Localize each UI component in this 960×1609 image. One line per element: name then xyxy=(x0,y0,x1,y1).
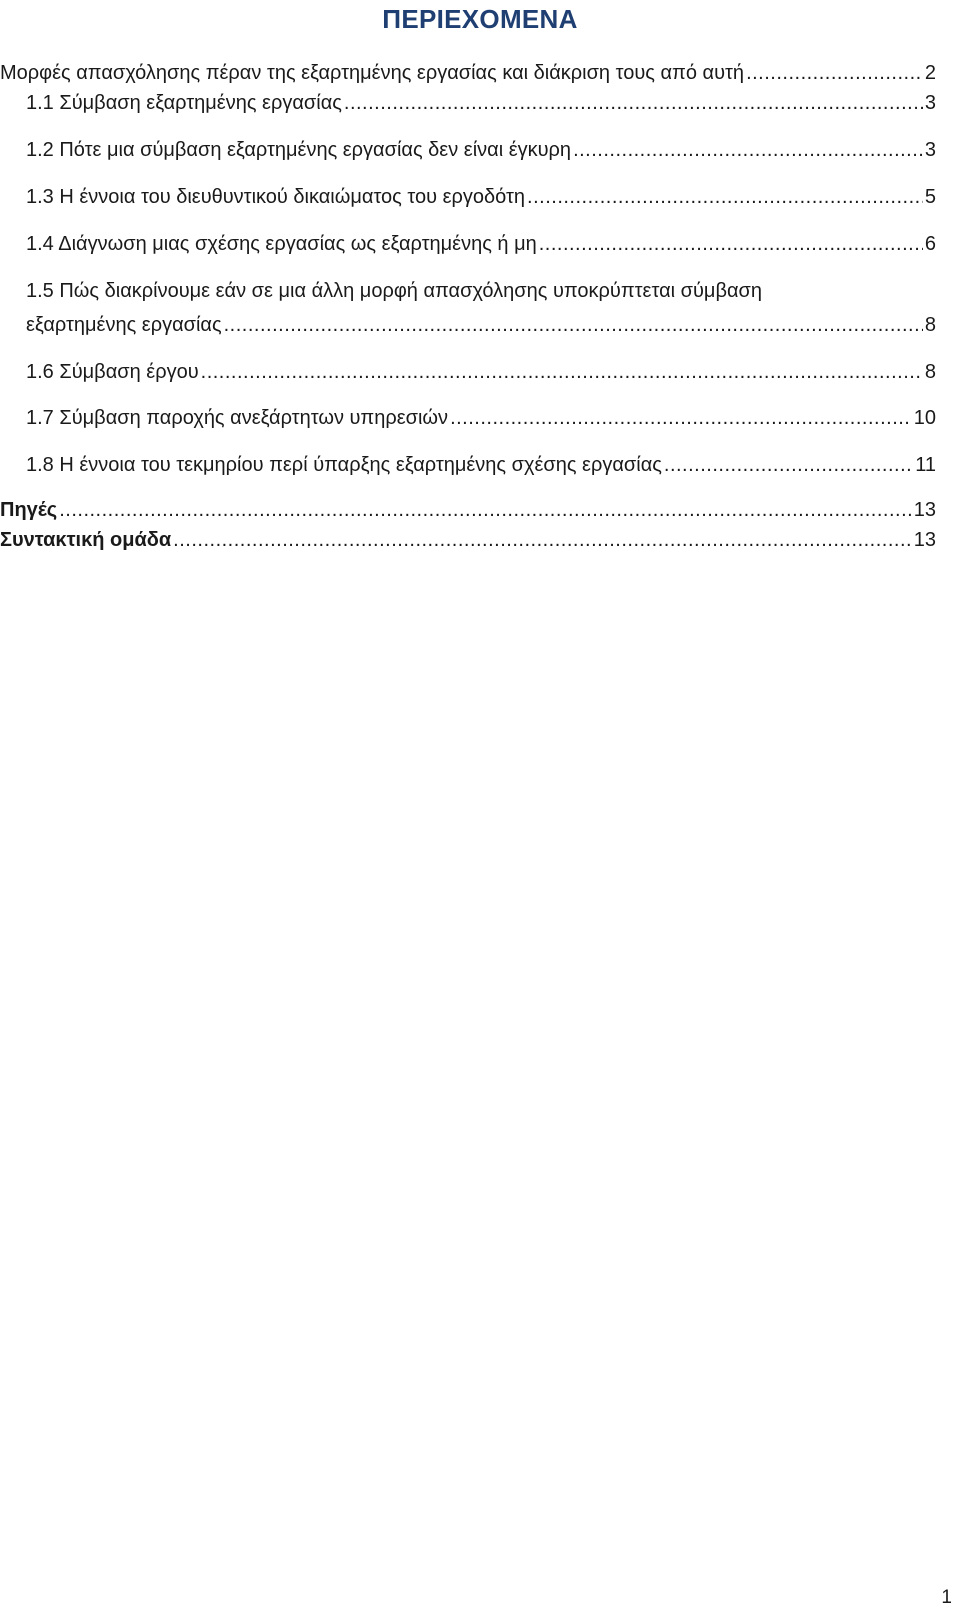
toc-entry-page: 2 xyxy=(924,62,936,84)
toc-entry-1-8[interactable] xyxy=(26,452,936,478)
toc-entry-page: 8 xyxy=(924,361,936,383)
toc-entry-1-6[interactable] xyxy=(26,359,936,385)
toc-entry-label: 1.4 Διάγνωση μιας σχέσης εργασίας ως εξαρτημένης ή μη xyxy=(26,233,537,255)
toc-leader-dots xyxy=(59,497,912,523)
page-number: 1 xyxy=(941,1587,952,1608)
toc-entry-page: 3 xyxy=(924,92,936,114)
toc-entry-page: 11 xyxy=(915,454,936,476)
toc-entry-label: Συντακτική ομάδα xyxy=(0,529,172,551)
toc-leader-dots xyxy=(539,231,923,257)
toc-leader-dots xyxy=(450,405,912,431)
toc-leader-dots xyxy=(224,312,923,338)
toc-entry-page: 13 xyxy=(913,529,936,551)
toc-entry-label: 1.8 Η έννοια του τεκμηρίου περί ύπαρξης εξαρτημένης σχέσης εργασίας xyxy=(26,454,662,476)
toc-leader-dots xyxy=(527,184,923,210)
toc-entry-page: 13 xyxy=(913,499,936,521)
toc-entry-page: 6 xyxy=(924,233,936,255)
toc-entry-1-7[interactable] xyxy=(26,405,936,431)
toc-entry-sources[interactable] xyxy=(0,497,936,523)
toc-entry-1-4[interactable] xyxy=(26,231,936,257)
toc-entry-label: 1.2 Πότε μια σύμβαση εξαρτημένης εργασίας δεν είναι έγκυρη xyxy=(26,139,572,161)
toc-entry-page: 5 xyxy=(924,186,936,208)
toc-entry-1-3[interactable] xyxy=(26,184,936,210)
toc-entry-label: Πηγές xyxy=(0,499,58,521)
toc-entry-1-1[interactable] xyxy=(26,90,936,116)
toc-leader-dots xyxy=(173,527,912,553)
toc-leader-dots xyxy=(746,60,923,86)
toc-entry-label: 1.6 Σύμβαση έργου xyxy=(26,361,199,383)
toc-entry-page: 3 xyxy=(924,139,936,161)
toc-leader-dots xyxy=(201,359,923,385)
toc-entry-label: εξαρτημένης εργασίας xyxy=(26,314,222,336)
toc-entry-1-2[interactable] xyxy=(26,137,936,163)
toc-entry-1-5-line1[interactable]: 1.5 Πώς διακρίνουμε εάν σε μια άλλη μορφή απασχόλησης υποκρύπτεται σύμβαση xyxy=(26,280,762,302)
toc-leader-dots xyxy=(664,452,913,478)
toc-entry-page: 8 xyxy=(924,314,936,336)
toc-leader-dots xyxy=(344,90,923,116)
toc-entry-page: 10 xyxy=(913,407,936,429)
toc-entry-1-5[interactable] xyxy=(26,312,936,338)
toc-leader-dots xyxy=(573,137,923,163)
toc-entry-label: 1.1 Σύμβαση εξαρτημένης εργασίας xyxy=(26,92,342,114)
toc-entry-label: 1.3 Η έννοια του διευθυντικού δικαιώματος του εργοδότη xyxy=(26,186,526,208)
toc-entry-label: Μορφές απασχόλησης πέραν της εξαρτημένης εργασίας και διάκριση τους από αυτή xyxy=(0,62,745,84)
toc-entry-editorial-team[interactable] xyxy=(0,527,936,553)
toc-entry-main[interactable] xyxy=(0,60,936,86)
page-title: ΠΕΡΙΕΧΟΜΕΝΑ xyxy=(382,4,578,34)
toc-entry-label: 1.7 Σύμβαση παροχής ανεξάρτητων υπηρεσιών xyxy=(26,407,449,429)
